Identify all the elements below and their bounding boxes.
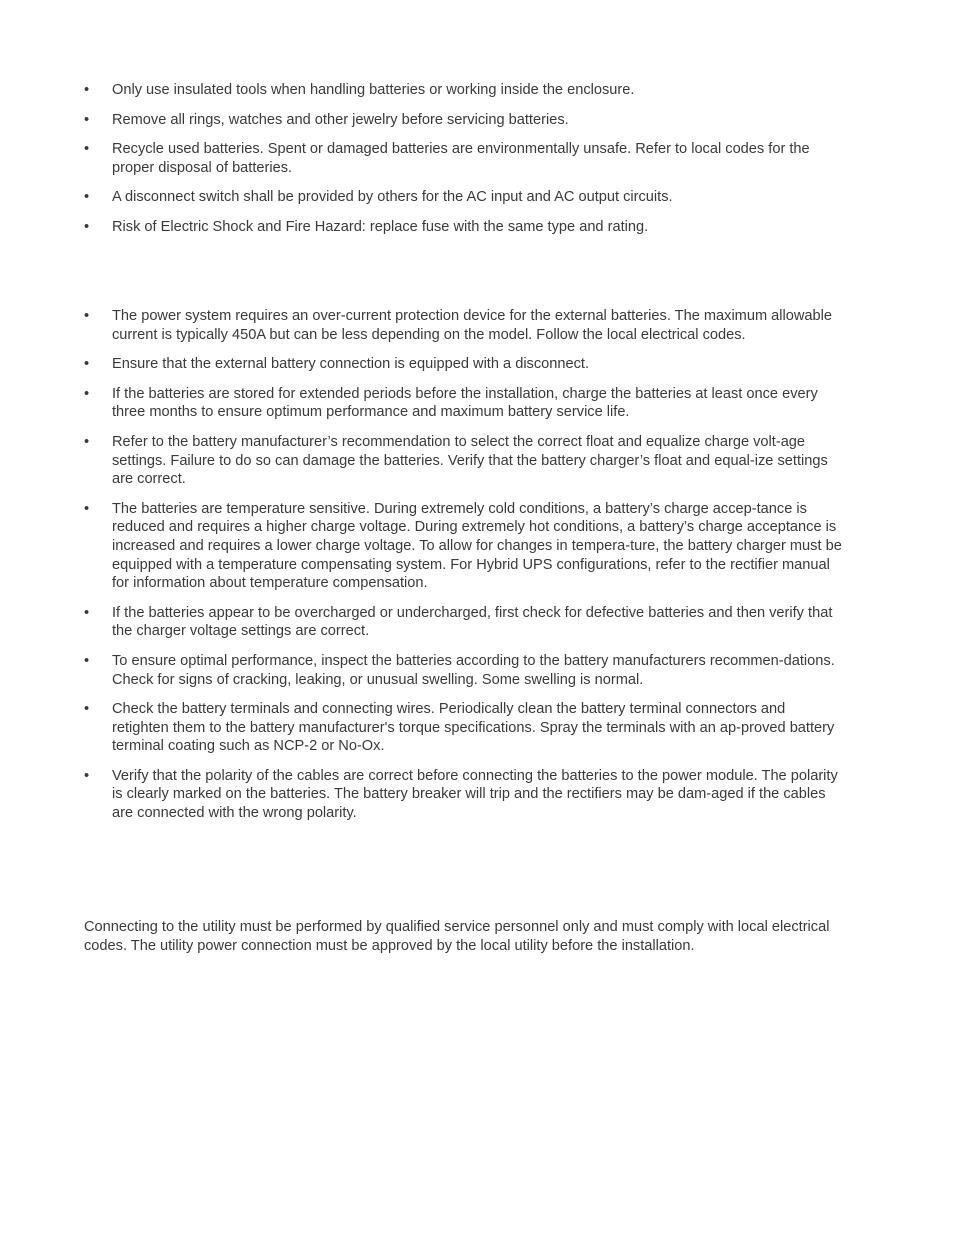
list-item xyxy=(84,355,844,374)
utility-connection-paragraph: Connecting to the utility must be performed by qualified service personnel only and must comply with local electrical codes. The utility power connection must be approved by the local utility before the installation. xyxy=(84,919,830,954)
list-item xyxy=(84,111,844,130)
list-item xyxy=(84,604,844,641)
bullet-icon: • xyxy=(84,500,90,517)
list-item-text: Verify that the polarity of the cables are correct before connecting the batteries to the power module. The polarity is clearly marked on the batteries. The battery breaker will trip and the rectifiers may be dam-aged if the cables are connected with the wrong polarity. xyxy=(112,767,838,822)
bullet-icon: • xyxy=(84,111,90,128)
bullet-icon: • xyxy=(84,767,90,784)
list-item-text: Only use insulated tools when handling batteries or working inside the enclosure. xyxy=(112,82,635,98)
list-item xyxy=(84,218,844,237)
bullet-icon: • xyxy=(84,652,90,669)
list-item-text: The batteries are temperature sensitive. During extremely cold conditions, a battery’s charge accep-tance is reduced and requires a higher charge voltage. During extremely hot conditions, a battery’s charge acceptance is increased and requires a lower charge voltage. To allow for changes in tempera-ture, the battery charger must be equipped with a temperature compensating system. For Hybrid UPS configurations, refer to the rectifier manual for information about temperature compensation. xyxy=(112,500,842,592)
bullet-icon: • xyxy=(84,433,90,450)
list-item xyxy=(84,188,844,207)
bullet-icon: • xyxy=(84,604,90,621)
battery-safety-list xyxy=(84,81,844,248)
list-item-text: A disconnect switch shall be provided by others for the AC input and AC output circuits. xyxy=(112,189,673,206)
bullet-icon: • xyxy=(84,356,90,373)
list-item-text: Risk of Electric Shock and Fire Hazard: replace fuse with the same type and rating. xyxy=(112,218,649,235)
bullet-icon: • xyxy=(84,385,90,402)
list-item xyxy=(84,700,844,756)
bullet-icon: • xyxy=(84,141,90,158)
bullet-icon: • xyxy=(84,218,90,235)
list-item xyxy=(84,307,844,344)
list-item xyxy=(84,433,844,489)
list-item xyxy=(84,140,844,177)
list-item-text: Recycle used batteries. Spent or damaged batteries are environmentally unsafe. Refer to local codes for the proper disposal of batteries. xyxy=(112,141,810,176)
list-item-text: Refer to the battery manufacturer’s recommendation to select the correct float and equalize charge volt-age settings. Failure to do so can damage the batteries. Verify that the battery charger’s float and equal-ize settings are correct. xyxy=(112,433,828,488)
list-item-text: Ensure that the external battery connection is equipped with a disconnect. xyxy=(112,356,590,373)
bullet-icon: • xyxy=(84,82,90,98)
battery-installation-list xyxy=(84,307,844,834)
list-item-text: If the batteries appear to be overcharged or undercharged, first check for defective batteries and then verify that the charger voltage settings are correct. xyxy=(112,604,833,640)
list-item xyxy=(84,81,844,100)
list-item xyxy=(84,500,844,593)
list-item-text: To ensure optimal performance, inspect the batteries according to the battery manufacturers recommen-dations. Check for signs of cracking, leaking, or unusual swelling. Some swelling is normal. xyxy=(112,652,835,688)
list-item-text: If the batteries are stored for extended periods before the installation, charge the batteries at least once every three months to ensure optimum performance and maximum battery service life. xyxy=(112,385,818,421)
list-item xyxy=(84,385,844,422)
list-item xyxy=(84,767,844,823)
list-item xyxy=(84,652,844,689)
bullet-icon: • xyxy=(84,189,90,206)
bullet-icon: • xyxy=(84,308,90,324)
list-item-text: The power system requires an over-current protection device for the external batteries. The maximum allowable current is typically 450A but can be less depending on the model. Follow the local electrical codes. xyxy=(112,308,833,343)
bullet-icon: • xyxy=(84,701,90,718)
list-item-text: Remove all rings, watches and other jewelry before servicing batteries. xyxy=(112,111,569,128)
list-item-text: Check the battery terminals and connecting wires. Periodically clean the battery terminal connectors and retighten them to the battery manufacturer's torque specifications. Spray the terminals with an ap-proved battery terminal coating such as NCP-2 or No-Ox. xyxy=(112,701,835,755)
